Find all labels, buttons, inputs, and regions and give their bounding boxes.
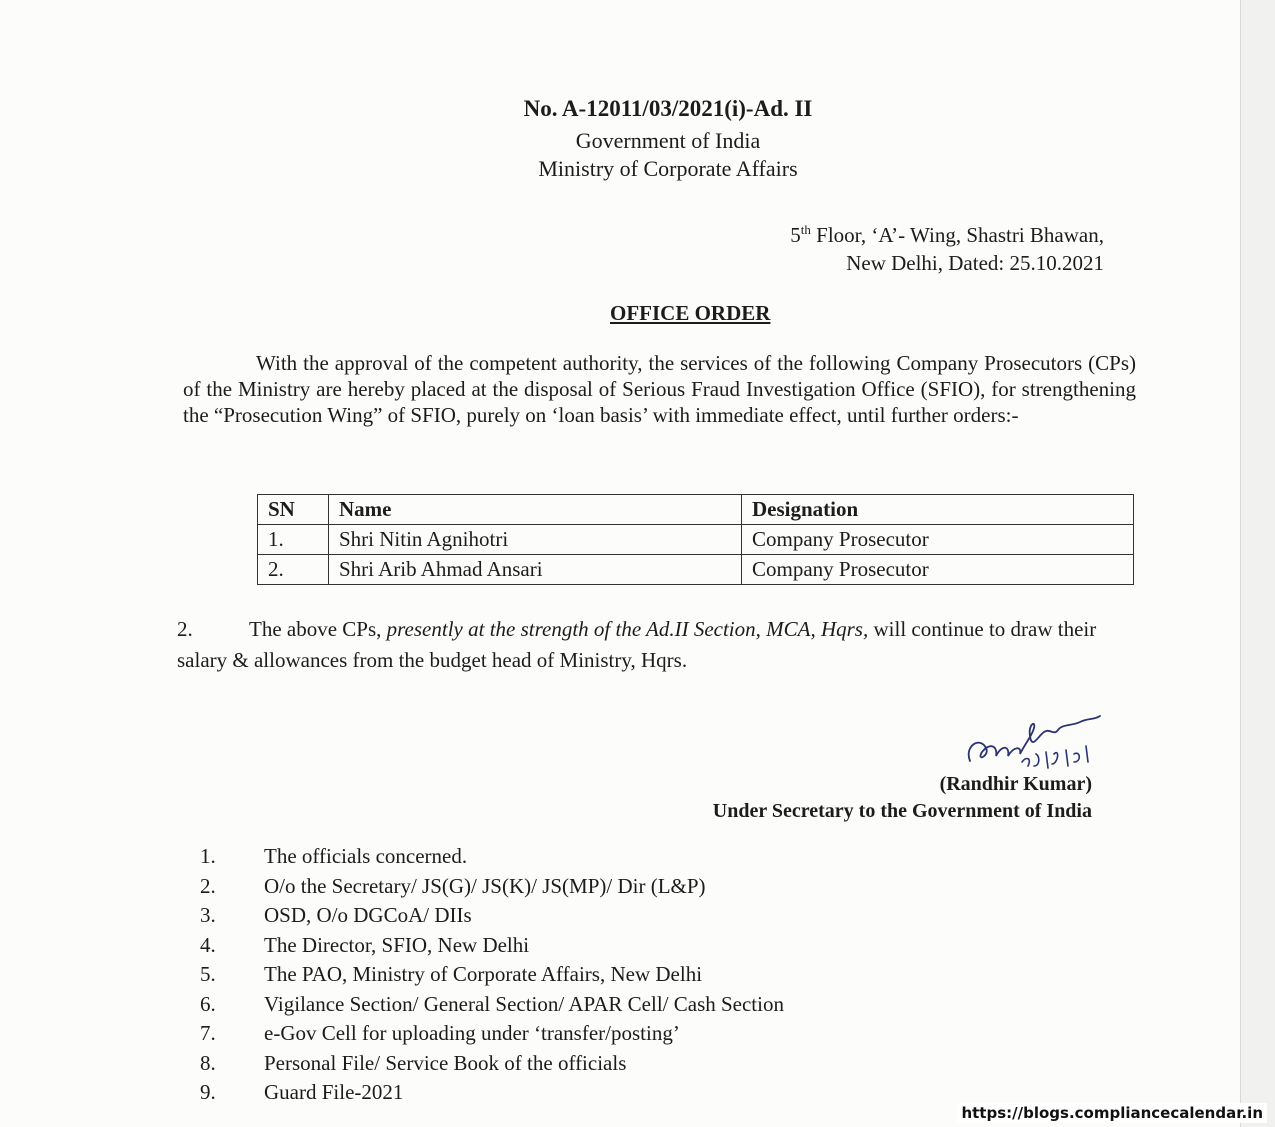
paragraph-2-number: 2. — [177, 617, 193, 641]
cell-designation: Company Prosecutor — [742, 525, 1134, 555]
address-line-1-rest: Floor, ‘A’- Wing, Shastri Bhawan, — [810, 223, 1104, 247]
list-item-number: 1. — [200, 844, 216, 868]
cell-name: Shri Arib Ahmad Ansari — [329, 555, 742, 585]
floor-number: 5 — [790, 223, 801, 247]
list-item-text: The officials concerned. — [264, 844, 468, 868]
list-item — [200, 874, 784, 904]
list-item-number: 4. — [200, 932, 216, 957]
list-item — [200, 903, 784, 933]
ministry-name: Ministry of Corporate Affairs — [538, 156, 798, 181]
table-header-row — [258, 495, 1134, 525]
signer-name: (Randhir Kumar) — [939, 773, 1092, 795]
list-item-number: 7. — [200, 1021, 216, 1045]
address-line-2: New Delhi, Dated: 25.10.2021 — [846, 251, 1104, 275]
copy-to-list — [200, 844, 784, 1110]
list-item-text: The PAO, Ministry of Corporate Affairs, New Delhi — [264, 962, 703, 986]
paragraph-2-text-start: The above CPs, — [249, 617, 387, 641]
list-item-text: OSD, O/o DGCoA/ DIIs — [264, 903, 472, 927]
header-name: Name — [329, 495, 742, 525]
paragraph-2 — [177, 614, 1132, 676]
signer-designation: Under Secretary to the Government of India — [712, 800, 1092, 822]
scan-edge — [1240, 0, 1275, 1127]
list-item — [200, 992, 784, 1022]
list-item — [200, 962, 784, 992]
list-item — [200, 1021, 784, 1051]
header-designation: Designation — [742, 495, 1134, 525]
paragraph-1: With the approval of the competent authority, the services of the following Company Prosecutors (CPs) of the Ministry are hereby placed at the disposal of Serious Fraud Investigation Office (SFIO), for strengthening the “Prosecution Wing” of SFIO, purely on ‘loan basis’ with immediate effect, until further orders:- — [183, 351, 1136, 427]
list-item-text: O/o the Secretary/ JS(G)/ JS(K)/ JS(MP)/ Dir (L&P) — [264, 873, 706, 898]
cell-sn: 1. — [258, 525, 329, 555]
floor-superscript: th — [800, 222, 811, 237]
list-item-text: Guard File-2021 — [264, 1080, 404, 1104]
cell-sn: 2. — [258, 555, 329, 585]
paragraph-2-text-italic: presently at the strength of the Ad.II Section, MCA, Hqrs, — [386, 617, 869, 641]
list-item-number: 9. — [200, 1080, 216, 1104]
handwritten-signature — [962, 706, 1122, 776]
list-item — [200, 1051, 784, 1081]
header-sn: SN — [258, 495, 329, 525]
list-item-number: 8. — [200, 1050, 216, 1075]
paragraph-2-text-end: will continue to draw their salary & allowances from the budget head of Ministry, Hqrs. — [177, 617, 1097, 672]
address-line-1 — [790, 222, 1104, 248]
table-row — [258, 555, 1134, 585]
list-item-text: e-Gov Cell for uploading under ‘transfer/posting’ — [264, 1021, 680, 1045]
table-row — [258, 525, 1134, 555]
cell-designation: Company Prosecutor — [742, 555, 1134, 585]
list-item-text: Personal File/ Service Book of the officials — [264, 1050, 627, 1075]
reference-number: No. A-12011/03/2021(i)-Ad. II — [523, 96, 813, 121]
cell-name: Shri Nitin Agnihotri — [329, 525, 742, 555]
government-name: Government of India — [575, 128, 761, 153]
list-item-text: Vigilance Section/ General Section/ APAR Cell/ Cash Section — [264, 991, 784, 1016]
prosecutor-table — [257, 494, 1134, 585]
list-item — [200, 1080, 784, 1110]
document-title: OFFICE ORDER — [610, 301, 771, 325]
list-item-text: The Director, SFIO, New Delhi — [264, 932, 530, 957]
list-item-number: 5. — [200, 962, 216, 986]
list-item-number: 2. — [200, 873, 216, 898]
list-item — [200, 844, 784, 874]
list-item — [200, 933, 784, 963]
list-item-number: 3. — [200, 903, 216, 927]
watermark-url: https://blogs.compliancecalendar.in — [957, 1103, 1267, 1123]
list-item-number: 6. — [200, 991, 216, 1016]
